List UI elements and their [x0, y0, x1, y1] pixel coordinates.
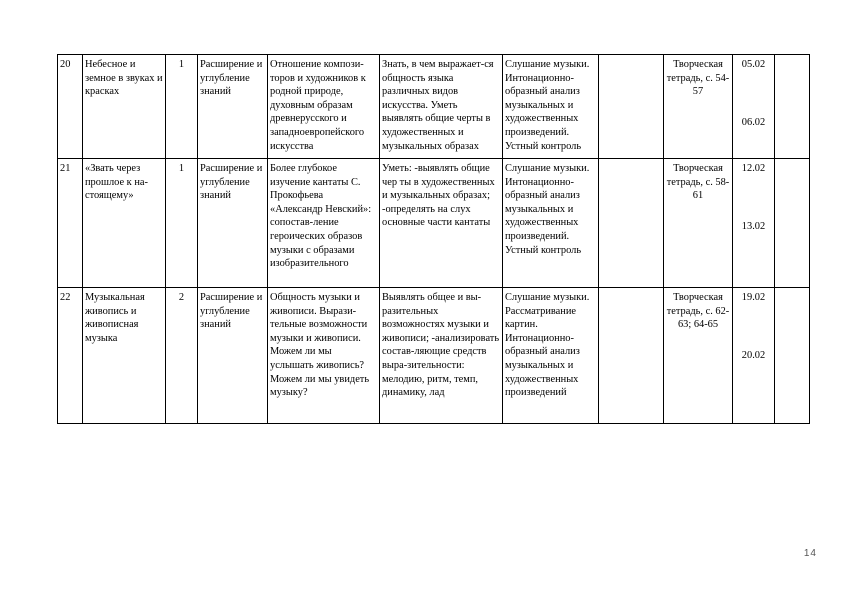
planned-date-2: 13.02 [741, 221, 766, 232]
lesson-control: Слушание музыки. Интонационно-образный анализ музыкальных и художественных произведений. Устный контроль [503, 159, 599, 288]
lesson-homework: Творческая тетрадь, с. 62-63; 64-65 [664, 288, 733, 424]
lesson-dates [733, 159, 775, 288]
table-row [58, 159, 810, 288]
lesson-requirements: Выявлять общее и вы-разительных возможностях музыки и живописи; -анализировать состав-ляющие средств выра-зительности: мелодию, ритм, темп, динамику, лад [380, 288, 503, 424]
page-number: 14 [803, 548, 817, 559]
lesson-extra [599, 55, 664, 159]
lesson-topic: Музыкальная живопись и живописная музыка [83, 288, 166, 424]
lesson-dates [733, 288, 775, 424]
actual-date [775, 159, 810, 288]
lesson-number: 22 [58, 288, 83, 424]
lesson-requirements: Знать, в чем выражает-ся общность языка различных видов искусства. Уметь выявлять общие черты в художественных и музыкальных образах [380, 55, 503, 159]
lesson-content: Отношение компози-торов и художников к родной природе, духовным образам древнерусского и западноевропейского искусства [268, 55, 380, 159]
lesson-plan-table [57, 54, 810, 424]
lesson-hours: 2 [166, 288, 198, 424]
lesson-control: Слушание музыки. Рассматривание картин. Интонационно-образный анализ музыкальных и художественных произведений [503, 288, 599, 424]
actual-date [775, 55, 810, 159]
actual-date [775, 288, 810, 424]
planned-date-1: 05.02 [741, 59, 766, 70]
lesson-control-text: Слушание музыки. Интонационно-образный анализ музыкальных и художественных произведений. Устный контроль [505, 59, 590, 152]
lesson-type: Расширение и углубление знаний [198, 159, 268, 288]
lesson-topic: «Звать через прошлое к на-стоящему» [83, 159, 166, 288]
lesson-type: Расширение и углубление знаний [198, 288, 268, 424]
lesson-content-text: Более глубокое изучение кантаты С. Прокофьева «Александр Невский»: сопостав-ление героических образов музыки с образами изобразительного [270, 163, 372, 270]
planned-date-2: 06.02 [741, 117, 766, 128]
lesson-number: 20 [58, 55, 83, 159]
lesson-homework: Творческая тетрадь, с. 54-57 [664, 55, 733, 159]
lesson-requirements: Уметь: -выявлять общие чер ты в художественных и музыкальных образах; -определять на слух основные части кантаты [380, 159, 503, 288]
lesson-number: 21 [58, 159, 83, 288]
lesson-topic: Небесное и земное в звуках и красках [83, 55, 166, 159]
table-row [58, 55, 810, 159]
planned-date-2: 20.02 [741, 350, 766, 361]
lesson-dates [733, 55, 775, 159]
lesson-content [268, 159, 380, 288]
lesson-content: Общность музыки и живописи. Вырази-тельные возможности музыки и живописи. Можем ли мы услышать живопись? Можем ли мы увидеть музыку? [268, 288, 380, 424]
planned-date-1: 12.02 [741, 163, 766, 174]
lesson-hours: 1 [166, 159, 198, 288]
lesson-extra [599, 288, 664, 424]
table-row [58, 288, 810, 424]
lesson-homework: Творческая тетрадь, с. 58-61 [664, 159, 733, 288]
lesson-control [503, 55, 599, 159]
lesson-hours: 1 [166, 55, 198, 159]
planned-date-1: 19.02 [741, 292, 766, 303]
lesson-type: Расширение и углубление знаний [198, 55, 268, 159]
lesson-extra [599, 159, 664, 288]
